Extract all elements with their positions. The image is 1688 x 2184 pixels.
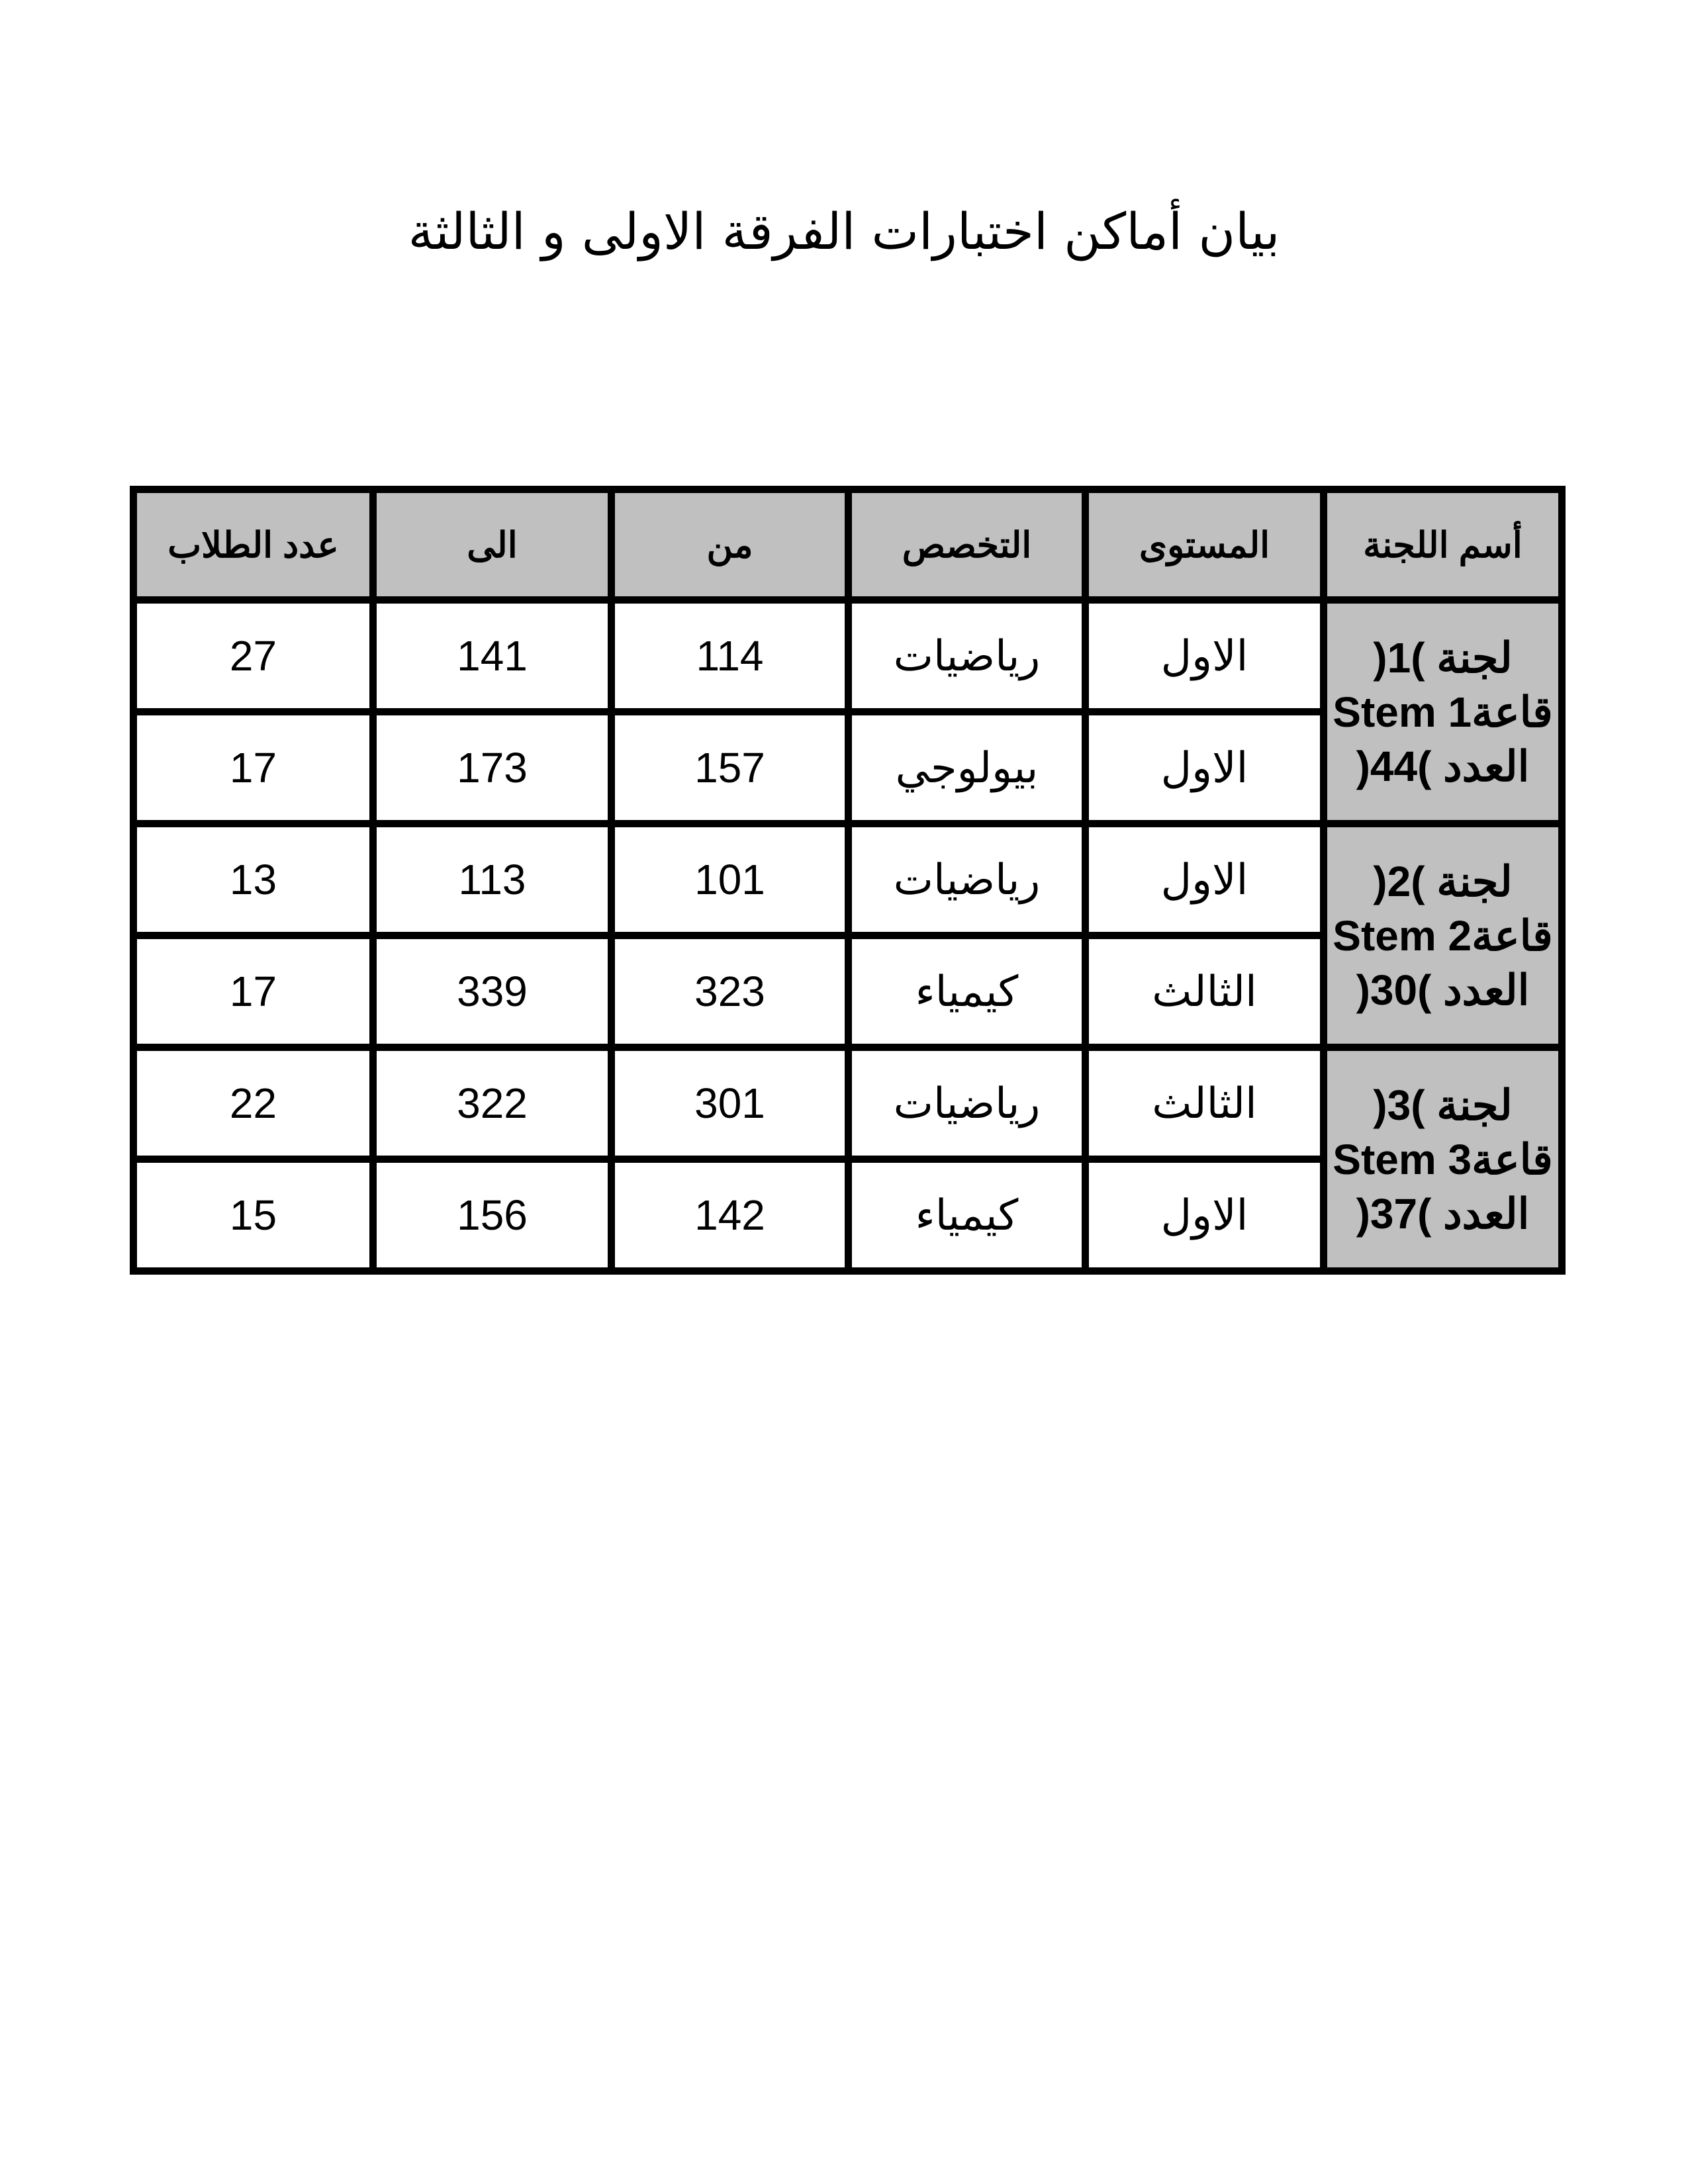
from-cell: 101 <box>612 824 849 936</box>
header-student-count: عدد الطلاب <box>134 490 373 600</box>
count-cell: 13 <box>134 824 373 936</box>
specialty-cell: رياضيات <box>849 1048 1086 1160</box>
count-cell: 17 <box>134 936 373 1048</box>
to-cell: 156 <box>373 1160 612 1271</box>
count-cell: 22 <box>134 1048 373 1160</box>
from-cell: 157 <box>612 712 849 824</box>
header-to: الى <box>373 490 612 600</box>
specialty-cell: كيمياء <box>849 1160 1086 1271</box>
level-cell: الاول <box>1086 824 1324 936</box>
committee-2-hall: قاعةStem 2 <box>1333 911 1553 960</box>
to-cell: 173 <box>373 712 612 824</box>
committee-2-cell <box>1324 824 1562 1048</box>
level-cell: الثالث <box>1086 936 1324 1048</box>
level-cell: الاول <box>1086 600 1324 712</box>
header-committee-name: أسم اللجنة <box>1324 490 1562 600</box>
committee-3-name: لجنة )3( <box>1373 1081 1513 1129</box>
specialty-cell: كيمياء <box>849 936 1086 1048</box>
table-row <box>134 824 1562 936</box>
committee-1-cell <box>1324 600 1562 824</box>
page-title: بيان أماكن اختبارات الفرقة الاولى و الثالثة <box>408 202 1280 261</box>
committee-3-hall: قاعةStem 3 <box>1333 1135 1553 1183</box>
committee-2-total: العدد )30( <box>1356 966 1530 1014</box>
to-cell: 322 <box>373 1048 612 1160</box>
committee-1-name: لجنة )1( <box>1373 633 1513 682</box>
from-cell: 301 <box>612 1048 849 1160</box>
to-cell: 141 <box>373 600 612 712</box>
table-row <box>134 1048 1562 1160</box>
from-cell: 142 <box>612 1160 849 1271</box>
specialty-cell: بيولوجي <box>849 712 1086 824</box>
from-cell: 114 <box>612 600 849 712</box>
from-cell: 323 <box>612 936 849 1048</box>
header-specialty: التخصص <box>849 490 1086 600</box>
level-cell: الاول <box>1086 1160 1324 1271</box>
to-cell: 339 <box>373 936 612 1048</box>
header-from: من <box>612 490 849 600</box>
count-cell: 27 <box>134 600 373 712</box>
count-cell: 17 <box>134 712 373 824</box>
level-cell: الاول <box>1086 712 1324 824</box>
committee-2-name: لجنة )2( <box>1373 857 1513 905</box>
specialty-cell: رياضيات <box>849 824 1086 936</box>
committee-1-total: العدد )44( <box>1356 742 1530 790</box>
level-cell: الثالث <box>1086 1048 1324 1160</box>
table-header-row <box>134 490 1562 600</box>
header-level: المستوى <box>1086 490 1324 600</box>
to-cell: 113 <box>373 824 612 936</box>
exam-locations-table <box>130 486 1566 1275</box>
table-row <box>134 600 1562 712</box>
count-cell: 15 <box>134 1160 373 1271</box>
specialty-cell: رياضيات <box>849 600 1086 712</box>
committee-1-hall: قاعةStem 1 <box>1333 688 1553 736</box>
committee-3-total: العدد )37( <box>1356 1189 1530 1238</box>
committee-3-cell <box>1324 1048 1562 1271</box>
